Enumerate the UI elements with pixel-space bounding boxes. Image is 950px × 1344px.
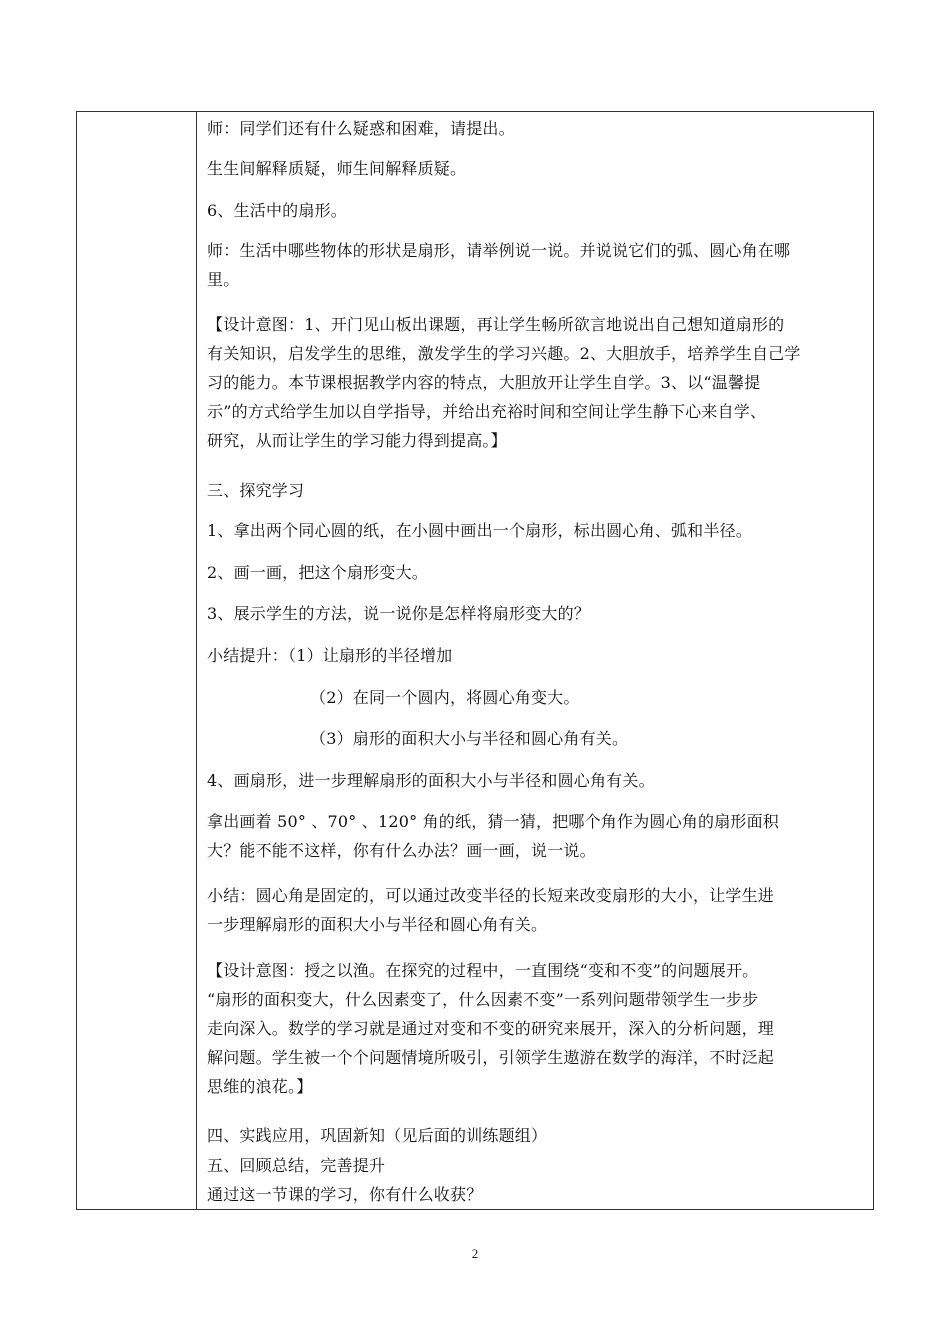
table-left-column: [77, 112, 197, 1209]
paragraph-step-1: 1、拿出两个同心圆的纸，在小圆中画出一个扇形，标出圆心角、弧和半径。: [207, 521, 752, 540]
paragraph-section-four: 四、实践应用，巩固新知（见后面的训练题组）: [207, 1126, 548, 1145]
paragraph-design-intent-2: [207, 956, 867, 1101]
text-line: 走向深入。数学的学习就是通过对变和不变的研究来展开，深入的分析问题，理: [207, 1019, 775, 1038]
paragraph-summary-radius: [207, 881, 867, 939]
text-line: 小结：圆心角是固定的，可以通过改变半径的长短来改变扇形的大小，让学生进: [207, 886, 775, 905]
text-line: 拿出画着 50° 、70° 、120° 角的纸，猜一猜，把哪个角作为圆心角的扇形面积: [207, 812, 780, 831]
paragraph-step-4: 4、画扇形，进一步理解扇形的面积大小与半径和圆心角有关。: [207, 771, 655, 790]
text-line: 师：生活中哪些物体的形状是扇形，请举例说一说。并说说它们的弧、圆心角在哪: [207, 241, 791, 260]
text-line: 一步理解扇形的面积大小与半径和圆心角有关。: [207, 915, 548, 934]
paragraph-design-intent-1: [207, 310, 867, 455]
text-line: 研究，从而让学生的学习能力得到提高。】: [207, 431, 507, 450]
text-line: 习的能力。本节课根据教学内容的特点，大胆放开让学生自学。3、以“温馨提: [207, 373, 761, 392]
paragraph-sector-examples: [207, 236, 867, 294]
paragraph-angle-activity: [207, 807, 867, 865]
text-line: 里。: [207, 270, 240, 289]
paragraph-summary-3: （3）扇形的面积大小与半径和圆心角有关。: [310, 729, 629, 748]
text-line: 示”的方式给学生加以自学指导，并给出充裕时间和空间让学生静下心来自学、: [207, 402, 767, 421]
paragraph-step-3: 3、展示学生的方法，说一说你是怎样将扇形变大的？: [207, 604, 590, 623]
text-line: 思维的浪花。】: [207, 1077, 313, 1096]
paragraph-summary-2: （2）在同一个圆内，将圆心角变大。: [310, 688, 580, 707]
paragraph-section-five: 五、回顾总结，完善提升: [207, 1156, 386, 1175]
paragraph-summary-1: 小结提升：（1）让扇形的半径增加: [207, 646, 453, 665]
paragraph-sector-in-life-heading: 6、生活中的扇形。: [207, 201, 347, 220]
page-number: 2: [471, 1246, 479, 1261]
text-line: 【设计意图：授之以渔。在探究的过程中，一直围绕“变和不变”的问题展开。: [207, 961, 759, 980]
text-line: “扇形的面积变大，什么因素变了，什么因素不变”一系列问题带领学生一步步: [207, 990, 759, 1009]
text-line: 解问题。学生被一个个问题情境所吸引，引领学生遨游在数学的海洋，不时泛起: [207, 1048, 775, 1067]
paragraph-section-three-heading: 三、探究学习: [207, 481, 305, 500]
table-right-column: [197, 112, 873, 1209]
paragraph-student-discussion: 生生间解释质疑，师生间解释质疑。: [207, 159, 467, 178]
text-line: 大？能不能不这样，你有什么办法？画一画，说一说。: [207, 841, 596, 860]
text-line: 有关知识，启发学生的思维，激发学生的学习兴趣。2、大胆放手，培养学生自己学: [207, 344, 801, 363]
paragraph-teacher-question: 师：同学们还有什么疑惑和困难，请提出。: [207, 119, 515, 138]
paragraph-step-2: 2、画一画，把这个扇形变大。: [207, 563, 428, 582]
paragraph-reflection-question: 通过这一节课的学习，你有什么收获？: [207, 1185, 483, 1204]
text-line: 【设计意图：1、开门见山板出课题，再让学生畅所欲言地说出自己想知道扇形的: [207, 315, 785, 334]
lesson-table: [76, 111, 874, 1210]
